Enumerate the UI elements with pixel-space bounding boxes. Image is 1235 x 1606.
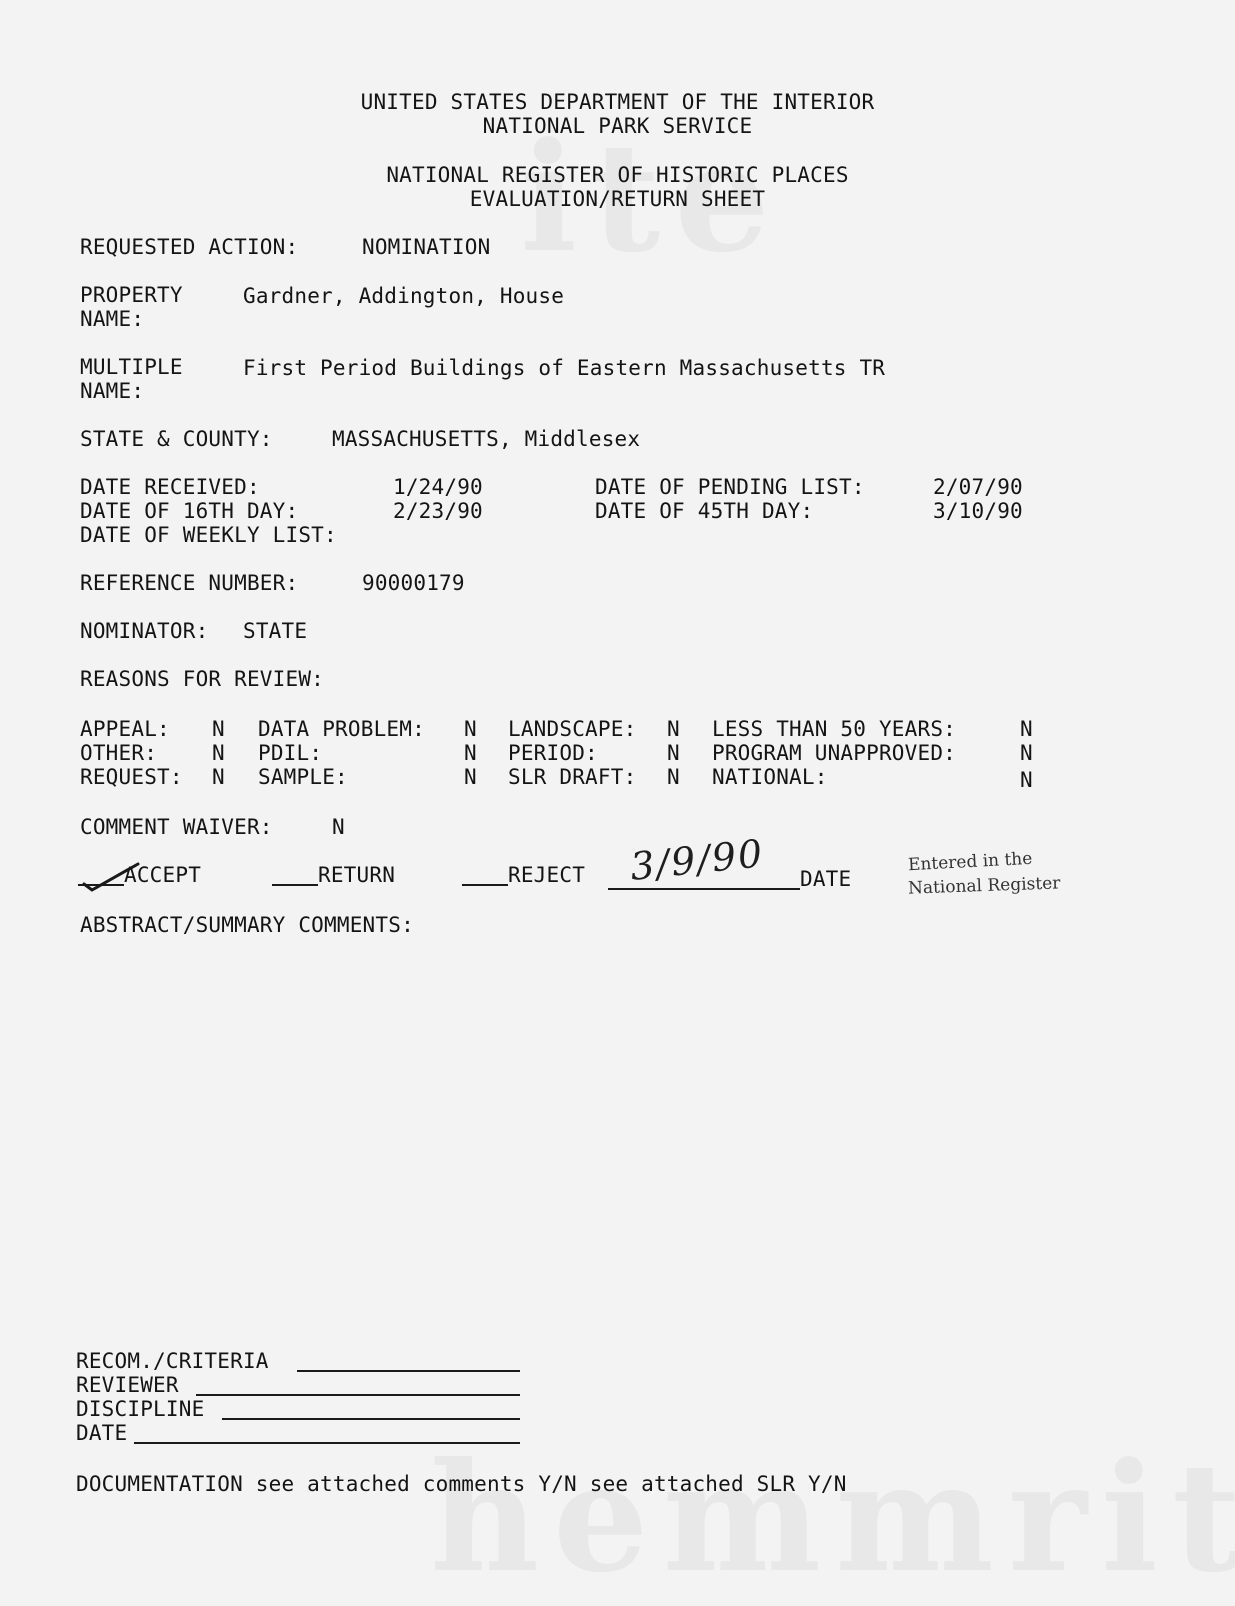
date-16th-value: 2/23/90 bbox=[393, 499, 483, 523]
reference-number-label: REFERENCE NUMBER: bbox=[80, 571, 299, 595]
abstract-comments-label: ABSTRACT/SUMMARY COMMENTS: bbox=[80, 913, 414, 937]
reason-data-problem-label: DATA PROBLEM: bbox=[258, 717, 425, 741]
date-received-value: 1/24/90 bbox=[393, 475, 483, 499]
property-name-value: Gardner, Addington, House bbox=[243, 284, 565, 308]
reasons-for-review-label: REASONS FOR REVIEW: bbox=[80, 667, 325, 691]
decision-date-label: DATE bbox=[800, 867, 852, 891]
reason-less-than-50-label: LESS THAN 50 YEARS: bbox=[712, 717, 957, 741]
property-name-label: NAME: bbox=[80, 307, 145, 331]
reason-other-label: OTHER: bbox=[80, 741, 158, 765]
reason-national-label: NATIONAL: bbox=[712, 765, 828, 789]
date-pending-label: DATE OF PENDING LIST: bbox=[595, 475, 865, 499]
reviewer-line bbox=[196, 1394, 520, 1396]
reason-national-value: N bbox=[1020, 768, 1033, 792]
reason-data-problem-value: N bbox=[464, 717, 477, 741]
reason-request-value: N bbox=[212, 765, 225, 789]
reason-period-value: N bbox=[667, 741, 680, 765]
return-blank bbox=[272, 884, 318, 886]
discipline-line bbox=[222, 1418, 520, 1420]
header-service: NATIONAL PARK SERVICE bbox=[482, 114, 753, 138]
date-pending-value: 2/07/90 bbox=[933, 475, 1023, 499]
nominator-value: STATE bbox=[243, 619, 308, 643]
reason-request-label: REQUEST: bbox=[80, 765, 183, 789]
state-county-label: STATE & COUNTY: bbox=[80, 427, 273, 451]
reason-other-value: N bbox=[212, 741, 225, 765]
footer-date-label: DATE bbox=[76, 1421, 128, 1445]
date-45th-label: DATE OF 45TH DAY: bbox=[595, 499, 814, 523]
header-sheet-title: EVALUATION/RETURN SHEET bbox=[469, 187, 766, 211]
discipline-label: DISCIPLINE bbox=[76, 1397, 205, 1421]
reason-sample-value: N bbox=[464, 765, 477, 789]
date-16th-label: DATE OF 16TH DAY: bbox=[80, 499, 299, 523]
handwritten-date: 3/9/90 bbox=[628, 831, 767, 889]
date-45th-value: 3/10/90 bbox=[933, 499, 1023, 523]
state-county-value: MASSACHUSETTS, Middlesex bbox=[332, 427, 641, 451]
reason-sample-label: SAMPLE: bbox=[258, 765, 348, 789]
reference-number-value: 90000179 bbox=[362, 571, 465, 595]
accept-option: ACCEPT bbox=[124, 863, 202, 887]
recom-criteria-line bbox=[297, 1370, 520, 1372]
reason-pdil-value: N bbox=[464, 741, 477, 765]
reason-landscape-label: LANDSCAPE: bbox=[508, 717, 637, 741]
reason-period-label: PERIOD: bbox=[508, 741, 598, 765]
requested-action-label: REQUESTED ACTION: bbox=[80, 235, 299, 259]
reject-blank bbox=[462, 884, 508, 886]
nominator-label: NOMINATOR: bbox=[80, 619, 209, 643]
reviewer-label: REVIEWER bbox=[76, 1373, 179, 1397]
reason-appeal-label: APPEAL: bbox=[80, 717, 170, 741]
documentation-line: DOCUMENTATION see attached comments Y/N see attached SLR Y/N bbox=[76, 1472, 847, 1496]
date-received-label: DATE RECEIVED: bbox=[80, 475, 260, 499]
date-weekly-label: DATE OF WEEKLY LIST: bbox=[80, 523, 337, 547]
comment-waiver-label: COMMENT WAIVER: bbox=[80, 815, 273, 839]
reason-slr-draft-value: N bbox=[667, 765, 680, 789]
footer-date-line bbox=[134, 1442, 520, 1444]
requested-action-value: NOMINATION bbox=[362, 235, 491, 259]
reason-pdil-label: PDIL: bbox=[258, 741, 323, 765]
entered-stamp-line1: Entered in the bbox=[907, 848, 1033, 876]
comment-waiver-value: N bbox=[332, 815, 345, 839]
header-register: NATIONAL REGISTER OF HISTORIC PLACES bbox=[386, 163, 849, 187]
reason-program-label: PROGRAM UNAPPROVED: bbox=[712, 741, 957, 765]
return-option: RETURN bbox=[318, 863, 396, 887]
property-label: PROPERTY bbox=[80, 283, 183, 307]
multiple-label: MULTIPLE bbox=[80, 355, 183, 379]
reject-option: REJECT bbox=[508, 863, 586, 887]
reason-less-than-50-value: N bbox=[1020, 717, 1033, 741]
reason-program-value: N bbox=[1020, 741, 1033, 765]
recom-criteria-label: RECOM./CRITERIA bbox=[76, 1349, 269, 1373]
reason-slr-draft-label: SLR DRAFT: bbox=[508, 765, 637, 789]
paper-watermark-bottom bbox=[430, 1430, 1235, 1606]
reason-landscape-value: N bbox=[667, 717, 680, 741]
entered-stamp-line2: National Register bbox=[907, 873, 1061, 899]
header-dept: UNITED STATES DEPARTMENT OF THE INTERIOR bbox=[360, 90, 875, 114]
multiple-name-label: NAME: bbox=[80, 379, 145, 403]
multiple-name-value: First Period Buildings of Eastern Massachusetts TR bbox=[243, 356, 886, 380]
reason-appeal-value: N bbox=[212, 717, 225, 741]
